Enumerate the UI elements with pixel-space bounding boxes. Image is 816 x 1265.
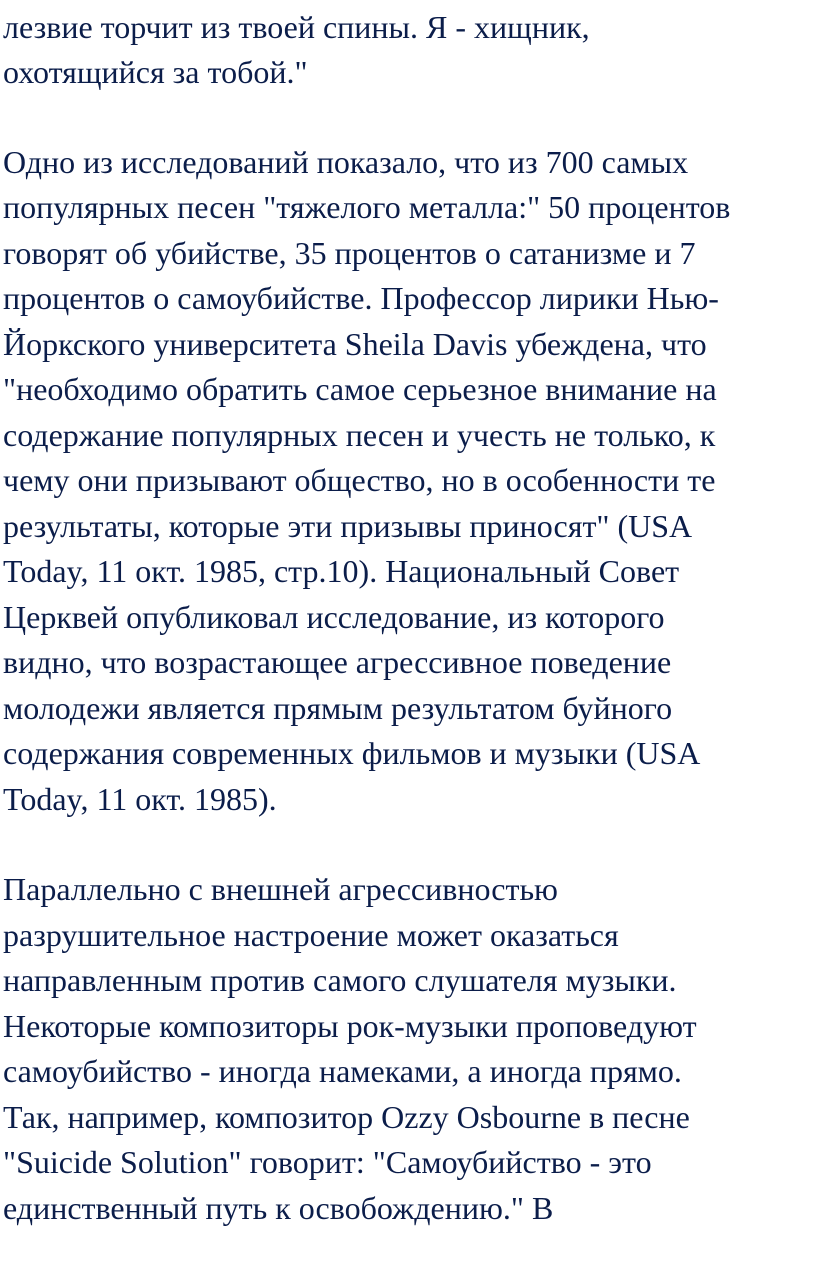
text-line: Так, например, композитор Ozzy Osbourne в песне (3, 1099, 690, 1135)
text-line: процентов о самоубийстве. Профессор лирики Нью- (3, 280, 719, 316)
text-line: Одно из исследований показало, что из 700 самых (3, 144, 689, 180)
text-line: "необходимо обратить самое серьезное внимание на (3, 371, 717, 407)
text-line: самоубийство - иногда намеками, а иногда прямо. (3, 1053, 682, 1089)
text-line: чему они призывают общество, но в особенности те (3, 462, 716, 498)
text-line: молодежи является прямым результатом буйного (3, 690, 673, 726)
text-line: Церквей опубликовал исследование, из которого (3, 599, 665, 635)
text-line: результаты, которые эти призывы приносят" (USA (3, 508, 693, 544)
text-line: Некоторые композиторы рок-музыки проповедуют (3, 1008, 697, 1044)
text-line: содержание популярных песен и учесть не только, к (3, 417, 716, 453)
text-line: разрушительное настроение может оказаться (3, 917, 619, 953)
text-line: Йоркского университета Sheila Davis убеждена, что (3, 326, 707, 362)
text-line: популярных песен "тяжелого металла:" 50 процентов (3, 189, 731, 225)
text-line: говорят об убийстве, 35 процентов о сатанизме и 7 (3, 235, 696, 271)
text-line: единственный путь к освобождению." В (3, 1190, 554, 1226)
text-line: Today, 11 окт. 1985). (3, 781, 277, 817)
text-line: Today, 11 окт. 1985, стр.10). Национальный Совет (3, 553, 680, 589)
text-line: "Suicide Solution" говорит: "Самоубийство - это (3, 1144, 652, 1180)
text-line: охотящийся за тобой." (3, 54, 308, 90)
text-line: содержания современных фильмов и музыки (USA (3, 735, 701, 771)
text-line: лезвие торчит из твоей спины. Я - хищник, (3, 9, 590, 45)
text-line: видно, что возрастающее агрессивное поведение (3, 644, 672, 680)
text-line: Параллельно с внешней агрессивностью (3, 871, 558, 907)
text-line: направленным против самого слушателя музыки. (3, 962, 677, 998)
